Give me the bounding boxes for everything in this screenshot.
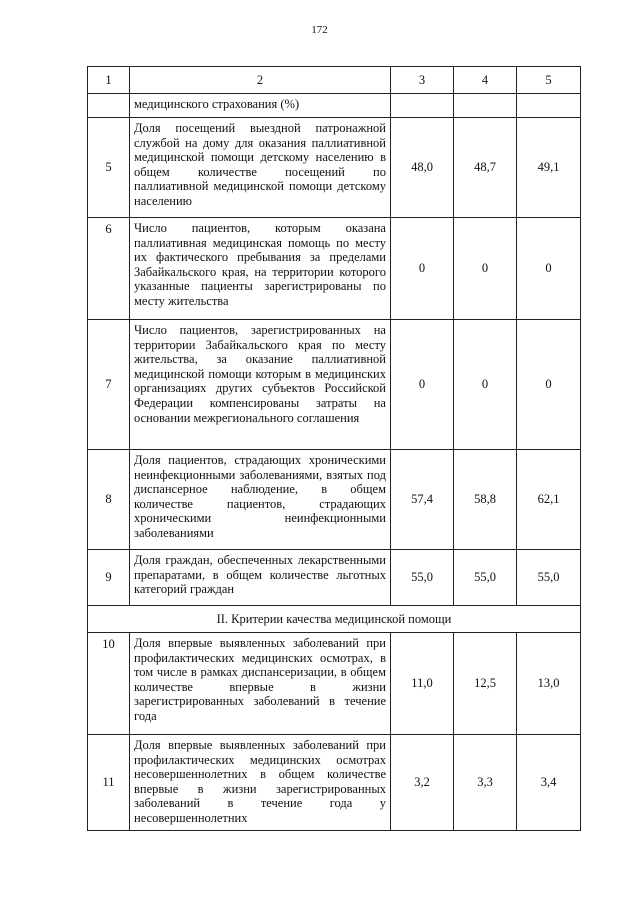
row-description: Доля впервые выявленных заболеваний при профилактических медицинских осмотрах несовершеннолетних в общем количестве впервые в жизни зарегистрированных заболеваний в течение года у несовершеннолетних: [130, 735, 391, 831]
row-value-col3: 57,4: [391, 450, 454, 550]
row-value-col4: 0: [454, 320, 517, 450]
row-value-col5: 0: [517, 320, 581, 450]
column-header-2: 2: [130, 67, 391, 94]
row-value-col5: 0: [517, 218, 581, 320]
table-row: [88, 320, 581, 450]
table-row: [88, 633, 581, 735]
row-value-col3: 11,0: [391, 633, 454, 735]
row-description: Число пациентов, которым оказана паллиативная медицинская помощь по месту их фактического пребывания за пределами Забайкальского края, на территории которого указанные пациенты зарегистрированы по месту жительства: [130, 218, 391, 320]
row-value-col3: 48,0: [391, 118, 454, 218]
section-title: II. Критерии качества медицинской помощи: [88, 606, 581, 633]
table-row: [88, 735, 581, 831]
row-description: Число пациентов, зарегистрированных на территории Забайкальского края по месту жительства, за оказание паллиативной медицинской помощи которым в медицинских организациях других субъектов Российской Федерации компенсированы затраты на основании межрегионального соглашения: [130, 320, 391, 450]
row-value-col4: 55,0: [454, 550, 517, 606]
row-value-col5: 55,0: [517, 550, 581, 606]
row-value-col3: 3,2: [391, 735, 454, 831]
row-value-col3: 0: [391, 218, 454, 320]
column-header-5: 5: [517, 67, 581, 94]
row-value-col5: [517, 94, 581, 118]
page-number: 172: [311, 24, 328, 36]
column-header-3: 3: [391, 67, 454, 94]
row-value-col3: 0: [391, 320, 454, 450]
row-value-col4: 58,8: [454, 450, 517, 550]
row-number: 7: [88, 320, 130, 450]
row-value-col4: 3,3: [454, 735, 517, 831]
row-value-col4: 48,7: [454, 118, 517, 218]
row-description: Доля граждан, обеспеченных лекарственными препаратами, в общем количестве льготных категорий граждан: [130, 550, 391, 606]
table-row: [88, 118, 581, 218]
row-value-col3: 55,0: [391, 550, 454, 606]
row-value-col5: 62,1: [517, 450, 581, 550]
row-description: Доля пациентов, страдающих хроническими неинфекционными заболеваниями, взятых под диспансерное наблюдение, в общем количестве пациентов, страдающих хроническими неинфекционными заболеваниями: [130, 450, 391, 550]
row-number: 11: [88, 735, 130, 831]
row-value-col4: [454, 94, 517, 118]
row-description: Доля посещений выездной патронажной службой на дому для оказания паллиативной медицинской помощи детскому населению в общем количестве посещений по паллиативной медицинской помощи детскому населению: [130, 118, 391, 218]
row-description: медицинского страхования (%): [130, 94, 391, 118]
indicators-table: [87, 66, 581, 831]
column-header-1: 1: [88, 67, 130, 94]
column-header-4: 4: [454, 67, 517, 94]
table-row: [88, 450, 581, 550]
row-value-col5: 13,0: [517, 633, 581, 735]
row-value-col4: 12,5: [454, 633, 517, 735]
row-number: [88, 94, 130, 118]
row-value-col4: 0: [454, 218, 517, 320]
table-row: [88, 550, 581, 606]
row-number: 5: [88, 118, 130, 218]
row-number: 8: [88, 450, 130, 550]
table-header-row: [88, 67, 581, 94]
table-row-continuation: [88, 94, 581, 118]
row-value-col5: 3,4: [517, 735, 581, 831]
table-row: [88, 218, 581, 320]
row-number: 6: [88, 218, 130, 320]
section-header-row: [88, 606, 581, 633]
row-description: Доля впервые выявленных заболеваний при профилактических медицинских осмотрах, в том числе в рамках диспансеризации, в общем количестве впервые в жизни зарегистрированных заболеваний в течение года: [130, 633, 391, 735]
row-number: 9: [88, 550, 130, 606]
row-value-col5: 49,1: [517, 118, 581, 218]
row-number: 10: [88, 633, 130, 735]
row-value-col3: [391, 94, 454, 118]
